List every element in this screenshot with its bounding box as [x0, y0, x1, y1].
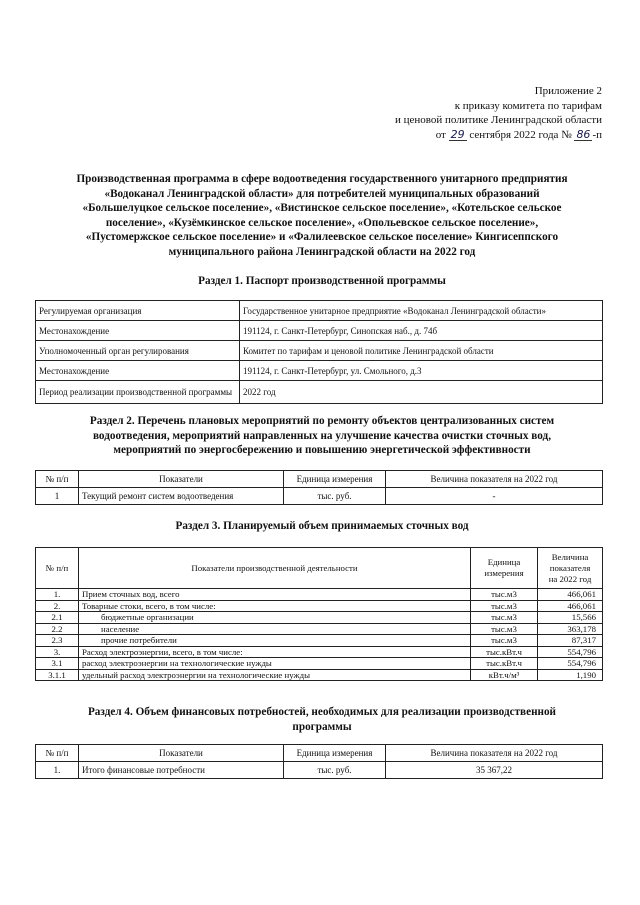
- unit-header-line-1: Единица: [487, 557, 521, 567]
- section-3-title: Раздел 3. Планируемый объем принимаемых сточных вод: [175, 520, 469, 532]
- wastewater-volume-table: [35, 547, 603, 681]
- passport-key: Местонахождение: [36, 361, 240, 381]
- table-row: [36, 301, 603, 321]
- table-header-row: [36, 745, 603, 762]
- date-middle: сентября 2022 года №: [469, 128, 572, 141]
- passport-value: 191124, г. Санкт-Петербург, Синопская наб., д. 74б: [240, 321, 603, 341]
- cell-unit: тыс.м3: [471, 589, 538, 601]
- table-row: [36, 762, 603, 779]
- cell-indicator: расход электроэнергии на технологические нужды: [79, 658, 471, 670]
- col-header-value: Величина показателя на 2022 год: [386, 471, 603, 488]
- table-row: [36, 623, 603, 635]
- cell-indicator: бюджетные организации: [79, 612, 471, 624]
- cell-num: 2.2: [36, 623, 79, 635]
- table-header-row: [36, 548, 603, 589]
- table-row: [36, 321, 603, 341]
- cell-indicator: Товарные стоки, всего, в том числе:: [79, 600, 471, 612]
- title-line-1: Производственная программа в сфере водоотведения государственного унитарного предприятия: [76, 173, 568, 185]
- passport-table: [35, 300, 603, 404]
- cell-indicator: Расход электроэнергии, всего, в том числе:: [79, 646, 471, 658]
- col-header-unit: Единица измерения: [284, 745, 386, 762]
- table-row: [36, 612, 603, 624]
- col-header-indicator: Показатели: [79, 471, 284, 488]
- title-line-4: поселение», «Кузёмкинское сельское поселение», «Опольевское сельское поселение»,: [105, 216, 539, 229]
- cell-num: 2.1: [36, 612, 79, 624]
- cell-indicator: удельный расход электроэнергии на технологические нужды: [79, 669, 471, 681]
- section-2-title-line-1: Раздел 2. Перечень плановых мероприятий по ремонту объектов централизованных систем: [89, 415, 555, 427]
- cell-indicator: население: [79, 623, 471, 635]
- title-line-2: «Водоканал Ленинградской области» для потребителей муниципальных образований: [104, 187, 540, 200]
- col-header-unit: Единица измерения: [284, 471, 386, 488]
- document-title: [40, 172, 604, 260]
- col-header-unit: [471, 548, 538, 589]
- passport-value: 2022 год: [240, 381, 603, 404]
- cell-num: 1.: [36, 762, 79, 779]
- cell-value: 1,190: [538, 669, 603, 681]
- cell-indicator: Прием сточных вод, всего: [79, 589, 471, 601]
- section-4-title: [40, 705, 604, 734]
- passport-value: Государственное унитарное предприятие «Водоканал Ленинградской области»: [240, 301, 603, 321]
- table-row: [36, 381, 603, 404]
- passport-key: Местонахождение: [36, 321, 240, 341]
- cell-unit: тыс.м3: [471, 600, 538, 612]
- table-row: [36, 646, 603, 658]
- cell-value: 466,061: [538, 600, 603, 612]
- passport-key: Регулируемая организация: [36, 301, 240, 321]
- number-suffix: -п: [592, 128, 602, 141]
- cell-value: 466,061: [538, 589, 603, 601]
- cell-unit: тыс. руб.: [284, 762, 386, 779]
- cell-unit: тыс.кВт.ч: [471, 646, 538, 658]
- col-header-indicator: Показатели: [79, 745, 284, 762]
- value-header-line-1: Величина: [551, 551, 589, 562]
- cell-num: 1.: [36, 589, 79, 601]
- cell-value: 363,178: [538, 623, 603, 635]
- section-4-title-line-1: Раздел 4. Объем финансовых потребностей, необходимых для реализации производственной: [87, 706, 557, 718]
- handwritten-number: 86: [576, 127, 591, 141]
- table-row: [36, 488, 603, 505]
- table-row: [36, 669, 603, 681]
- cell-num: 2.: [36, 600, 79, 612]
- cell-num: 3.1: [36, 658, 79, 670]
- table-row: [36, 635, 603, 647]
- col-header-value: Величина показателя на 2022 год: [386, 745, 603, 762]
- cell-num: 2.3: [36, 635, 79, 647]
- col-header-value: [538, 548, 603, 589]
- financial-needs-table: [35, 744, 603, 779]
- passport-value: Комитет по тарифам и ценовой политике Ленинградской области: [240, 341, 603, 361]
- passport-key: Уполномоченный орган регулирования: [36, 341, 240, 361]
- cell-unit: тыс.кВт.ч: [471, 658, 538, 670]
- passport-key: Период реализации производственной программы: [36, 381, 240, 404]
- cell-num: 3.1.1: [36, 669, 79, 681]
- cell-num: 1: [36, 488, 79, 505]
- cell-value: -: [386, 488, 603, 505]
- table-row: [36, 589, 603, 601]
- section-4-title-line-2: программы: [292, 720, 352, 733]
- cell-value: 87,317: [538, 635, 603, 647]
- cell-value: 15,566: [538, 612, 603, 624]
- cell-indicator: Текущий ремонт систем водоотведения: [79, 488, 284, 505]
- cell-num: 3.: [36, 646, 79, 658]
- col-header-num: № п/п: [36, 745, 79, 762]
- cell-unit: кВт.ч/м³: [471, 669, 538, 681]
- table-row: [36, 341, 603, 361]
- cell-unit: тыс.м3: [471, 635, 538, 647]
- cell-unit: тыс.м3: [471, 623, 538, 635]
- value-header-line-2: показателя: [549, 562, 591, 573]
- appendix-line-2: к приказу комитета по тарифам: [454, 99, 602, 112]
- cell-unit: тыс. руб.: [284, 488, 386, 505]
- title-line-5: «Пустомержское сельское поселение» и «Фалилеевское сельское поселение» Кингисеппского: [85, 231, 559, 244]
- passport-value: 191124, г. Санкт-Петербург, ул. Смольного, д.3: [240, 361, 603, 381]
- table-row: [36, 600, 603, 612]
- value-header-line-3: на 2022 год: [548, 573, 592, 584]
- unit-header-line-2: измерения: [484, 568, 524, 578]
- cell-value: 35 367,22: [386, 762, 603, 779]
- col-header-indicator: Показатели производственной деятельности: [79, 548, 471, 589]
- title-line-3: «Большелуцкое сельское поселение», «Вистинское сельское поселение», «Котельское сельское: [82, 202, 562, 215]
- section-2-title-line-3: мероприятий по энергосбережению и повышению энергетической эффективности: [113, 444, 531, 457]
- cell-unit: тыс.м3: [471, 612, 538, 624]
- table-header-row: [36, 471, 603, 488]
- section-2-title-line-2: водоотведения, мероприятий направленных на улучшение качества очистки сточных вод,: [92, 429, 552, 442]
- appendix-header: [395, 84, 602, 142]
- appendix-line-3: и ценовой политике Ленинградской области: [394, 114, 602, 126]
- section-2-title: [40, 414, 604, 458]
- repair-measures-table: [35, 470, 603, 505]
- appendix-line-1: Приложение 2: [534, 85, 602, 97]
- col-header-num: № п/п: [36, 471, 79, 488]
- date-prefix: от: [435, 128, 446, 141]
- table-row: [36, 361, 603, 381]
- table-row: [36, 658, 603, 670]
- section-1-title: Раздел 1. Паспорт производственной программы: [198, 275, 446, 287]
- cell-indicator: Итого финансовые потребности: [79, 762, 284, 779]
- title-line-6: муниципального района Ленинградской области на 2022 год: [168, 245, 476, 258]
- handwritten-day: 29: [450, 127, 465, 141]
- appendix-date-line: [395, 128, 602, 143]
- cell-indicator: прочие потребители: [79, 635, 471, 647]
- col-header-num: № п/п: [36, 548, 79, 589]
- cell-value: 554,796: [538, 658, 603, 670]
- cell-value: 554,796: [538, 646, 603, 658]
